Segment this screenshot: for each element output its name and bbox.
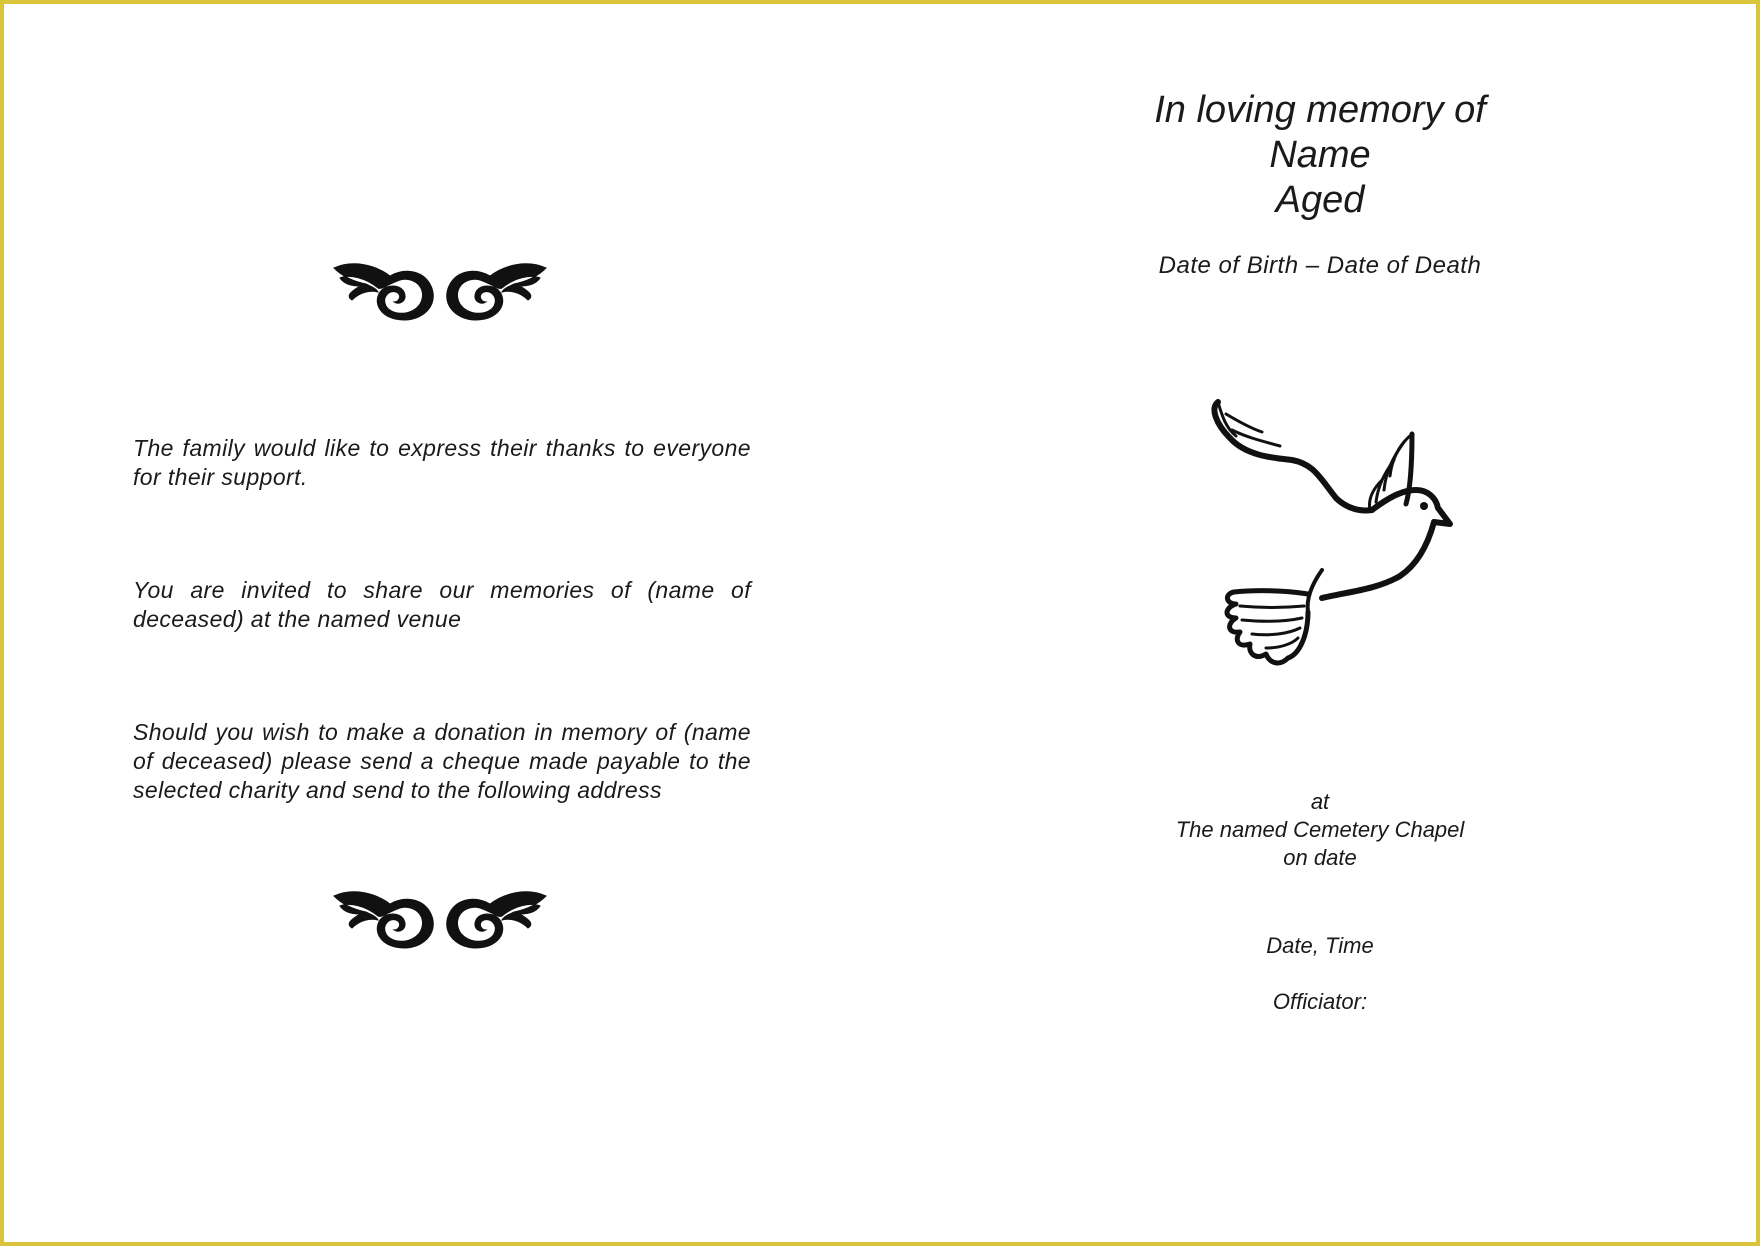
venue-date: on date <box>1283 845 1357 870</box>
venue-at: at <box>1310 789 1330 814</box>
venue-block <box>880 788 1760 872</box>
life-dates: Date of Birth – Date of Death <box>1158 252 1482 279</box>
donation-paragraph: Should you wish to make a donation in memory of (name of deceased) please send a cheque made payable to the selected charity and send to the following address <box>133 719 751 803</box>
heading-line-memory: In loving memory of <box>1154 89 1486 131</box>
scroll-flourish-icon <box>330 258 550 324</box>
dove-icon <box>1196 394 1464 674</box>
venue-place: The named Cemetery Chapel <box>1175 817 1465 842</box>
heading-line-aged: Aged <box>1275 179 1365 221</box>
thanks-paragraph: The family would like to express their thanks to everyone for their support. <box>133 435 751 490</box>
scroll-flourish-icon <box>330 886 550 952</box>
service-datetime: Date, Time <box>1266 933 1374 958</box>
right-page <box>880 0 1760 1246</box>
invitation-paragraph: You are invited to share our memories of (name of deceased) at the named venue <box>133 577 751 632</box>
memorial-heading <box>880 88 1760 223</box>
officiator-label: Officiator: <box>1272 989 1368 1014</box>
heading-line-name: Name <box>1269 134 1371 176</box>
